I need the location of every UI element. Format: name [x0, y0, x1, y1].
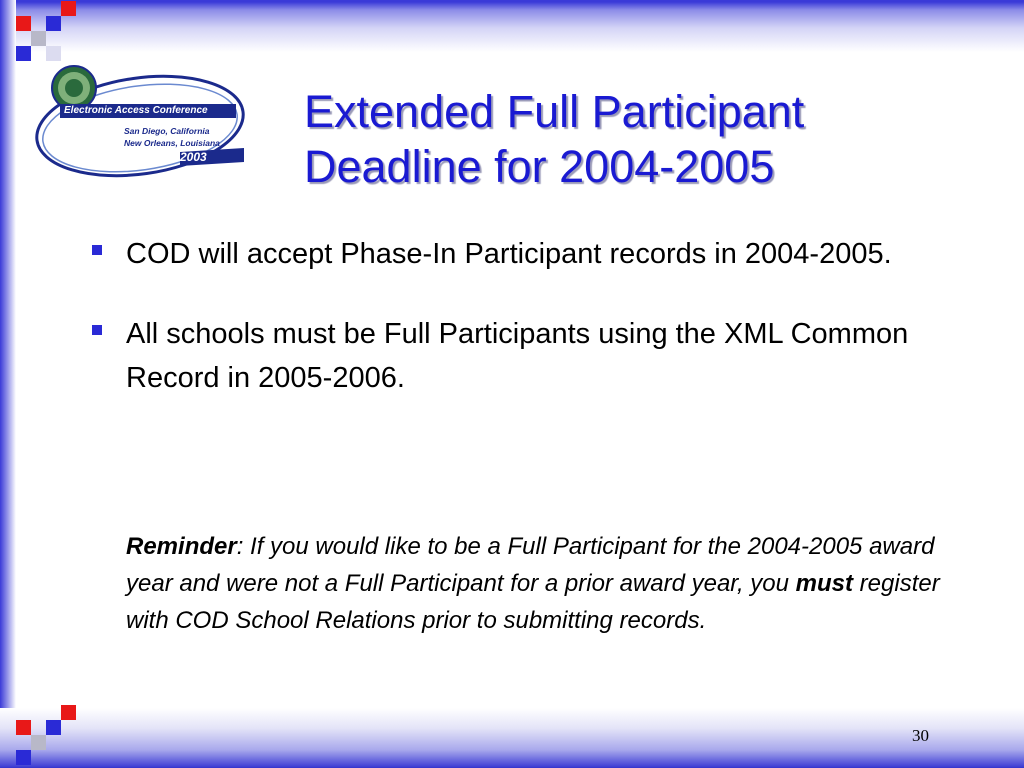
- decorative-squares-top: [0, 0, 76, 64]
- left-gradient-strip: [0, 0, 16, 768]
- logo-banner-text: Electronic Access Conference: [64, 105, 208, 116]
- square-red: [61, 1, 76, 16]
- bullet-text: All schools must be Full Participants using the XML Common Record in 2005-2006.: [126, 318, 909, 394]
- bullet-item: [88, 312, 948, 400]
- bullet-item: [88, 232, 948, 276]
- logo-location-1: San Diego, California: [124, 126, 210, 136]
- square-red: [61, 705, 76, 720]
- square-grey: [31, 31, 46, 46]
- title-line-1: Extended Full Participant: [304, 86, 805, 137]
- square-red: [16, 720, 31, 735]
- square-blue: [46, 720, 61, 735]
- reminder-text-2: register with COD School Relations prior to submitting records.: [126, 570, 940, 634]
- square-blue: [16, 750, 31, 765]
- reminder-emphasis: must: [795, 570, 854, 597]
- bottom-gradient-band: [0, 708, 1024, 768]
- bullet-text: COD will accept Phase-In Participant records in 2004-2005.: [126, 238, 892, 270]
- reminder-note: [126, 528, 946, 639]
- square-red: [16, 16, 31, 31]
- square-blue: [46, 16, 61, 31]
- logo-year: 2003: [180, 150, 207, 164]
- logo-location-2: New Orleans, Louisiana: [124, 138, 220, 148]
- bullet-square-icon: [92, 245, 102, 255]
- square-grey: [31, 735, 46, 750]
- top-gradient-band: [0, 0, 1024, 52]
- square-blue: [16, 46, 31, 61]
- bullet-square-icon: [92, 325, 102, 335]
- decorative-squares-bottom: [0, 704, 76, 768]
- reminder-label: Reminder: [126, 533, 237, 560]
- reminder-text-1: : If you would like to be a Full Participant for the 2004-2005 award year and were not a Full Participant for a prior award year, you: [126, 533, 935, 597]
- slide-title: [304, 84, 944, 194]
- bullet-list: [88, 232, 948, 436]
- title-line-2: Deadline for 2004-2005: [304, 141, 775, 192]
- conference-logo: [30, 58, 262, 194]
- page-number: 30: [912, 726, 929, 745]
